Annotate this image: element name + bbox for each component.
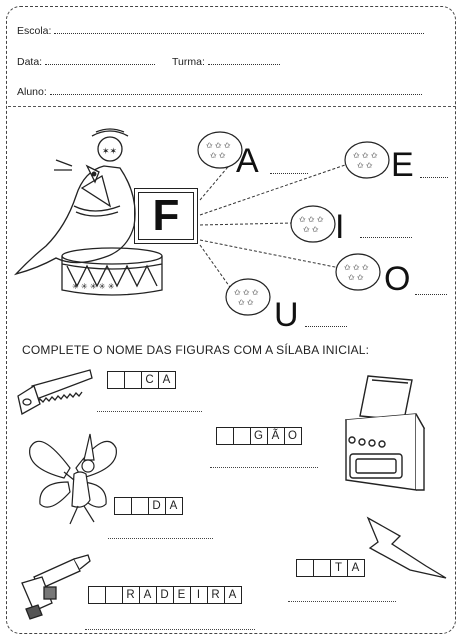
blank-cell[interactable] [107,371,125,389]
word-row-5 [88,586,241,604]
letter-cell: A [165,497,183,515]
letter-cell: O [284,427,302,445]
center-letter: F [152,191,180,240]
blank-cell[interactable] [131,497,149,515]
letter-cell: E [173,586,191,604]
letter-cell: D [156,586,174,604]
svg-text:✩ ✩ ✩: ✩ ✩ ✩ [344,263,369,272]
class-label: Turma: [172,56,205,68]
letter-cell: A [139,586,157,604]
vowel-a-line[interactable] [270,172,308,174]
blank-cell[interactable] [216,427,234,445]
svg-text:✩ ✩ ✩: ✩ ✩ ✩ [299,215,324,224]
date-label: Data: [17,56,43,68]
svg-text:✩ ✩: ✩ ✩ [357,161,373,170]
letter-cell: R [122,586,140,604]
instruction-text: COMPLETE O NOME DAS FIGURAS COM A SÍLABA INICIAL: [22,343,370,357]
letter-cell: A [158,371,176,389]
blank-cell[interactable] [124,371,142,389]
word-row-4 [296,559,364,577]
answer-line-1[interactable] [97,410,202,412]
letter-cell: Ã [267,427,285,445]
arrow-shape-icon [350,512,450,582]
svg-text:✩ ✩: ✩ ✩ [238,298,254,307]
word-row-3 [114,497,182,515]
blank-cell[interactable] [105,586,123,604]
answer-line-5[interactable] [85,628,255,630]
svg-text:✩ ✩: ✩ ✩ [348,273,364,282]
vowel-i-line[interactable] [360,236,412,238]
saw-icon [14,366,94,416]
letter-cell: T [330,559,348,577]
vowel-e-line[interactable] [420,176,448,178]
blank-cell[interactable] [88,586,106,604]
letter-cell: A [224,586,242,604]
vowel-o: O [384,260,411,298]
letter-cell: G [250,427,268,445]
word-row-2 [216,427,301,445]
svg-text:✩ ✩: ✩ ✩ [303,225,319,234]
letter-cell: I [190,586,208,604]
answer-line-4[interactable] [288,600,396,602]
blank-cell[interactable] [296,559,314,577]
stove-icon [338,368,428,498]
vowel-o-line[interactable] [415,293,447,295]
vowel-i: I [335,208,345,246]
svg-text:✳ ✳ ✳ ✳ ✳: ✳ ✳ ✳ ✳ ✳ [72,282,115,291]
svg-text:✩ ✩: ✩ ✩ [210,151,226,160]
svg-text:✩ ✩ ✩: ✩ ✩ ✩ [206,141,231,150]
word-row-1 [107,371,175,389]
letter-cell: D [148,497,166,515]
svg-text:✩ ✩ ✩: ✩ ✩ ✩ [353,151,378,160]
answer-line-3[interactable] [108,537,213,539]
vowel-a: A [236,142,259,180]
vowel-e: E [391,146,414,184]
vowel-u: U [274,296,299,334]
letter-cell: C [141,371,159,389]
student-label: Aluno: [17,86,47,98]
letter-cell: A [347,559,365,577]
svg-text:✶✶: ✶✶ [102,146,118,156]
school-label: Escola: [17,25,52,37]
fairy-icon [26,430,116,530]
drill-icon [14,553,94,623]
answer-line-2[interactable] [210,466,318,468]
letter-cell: R [207,586,225,604]
blank-cell[interactable] [313,559,331,577]
svg-text:✩ ✩ ✩: ✩ ✩ ✩ [234,288,259,297]
blank-cell[interactable] [233,427,251,445]
blank-cell[interactable] [114,497,132,515]
vowel-u-line[interactable] [305,325,347,327]
